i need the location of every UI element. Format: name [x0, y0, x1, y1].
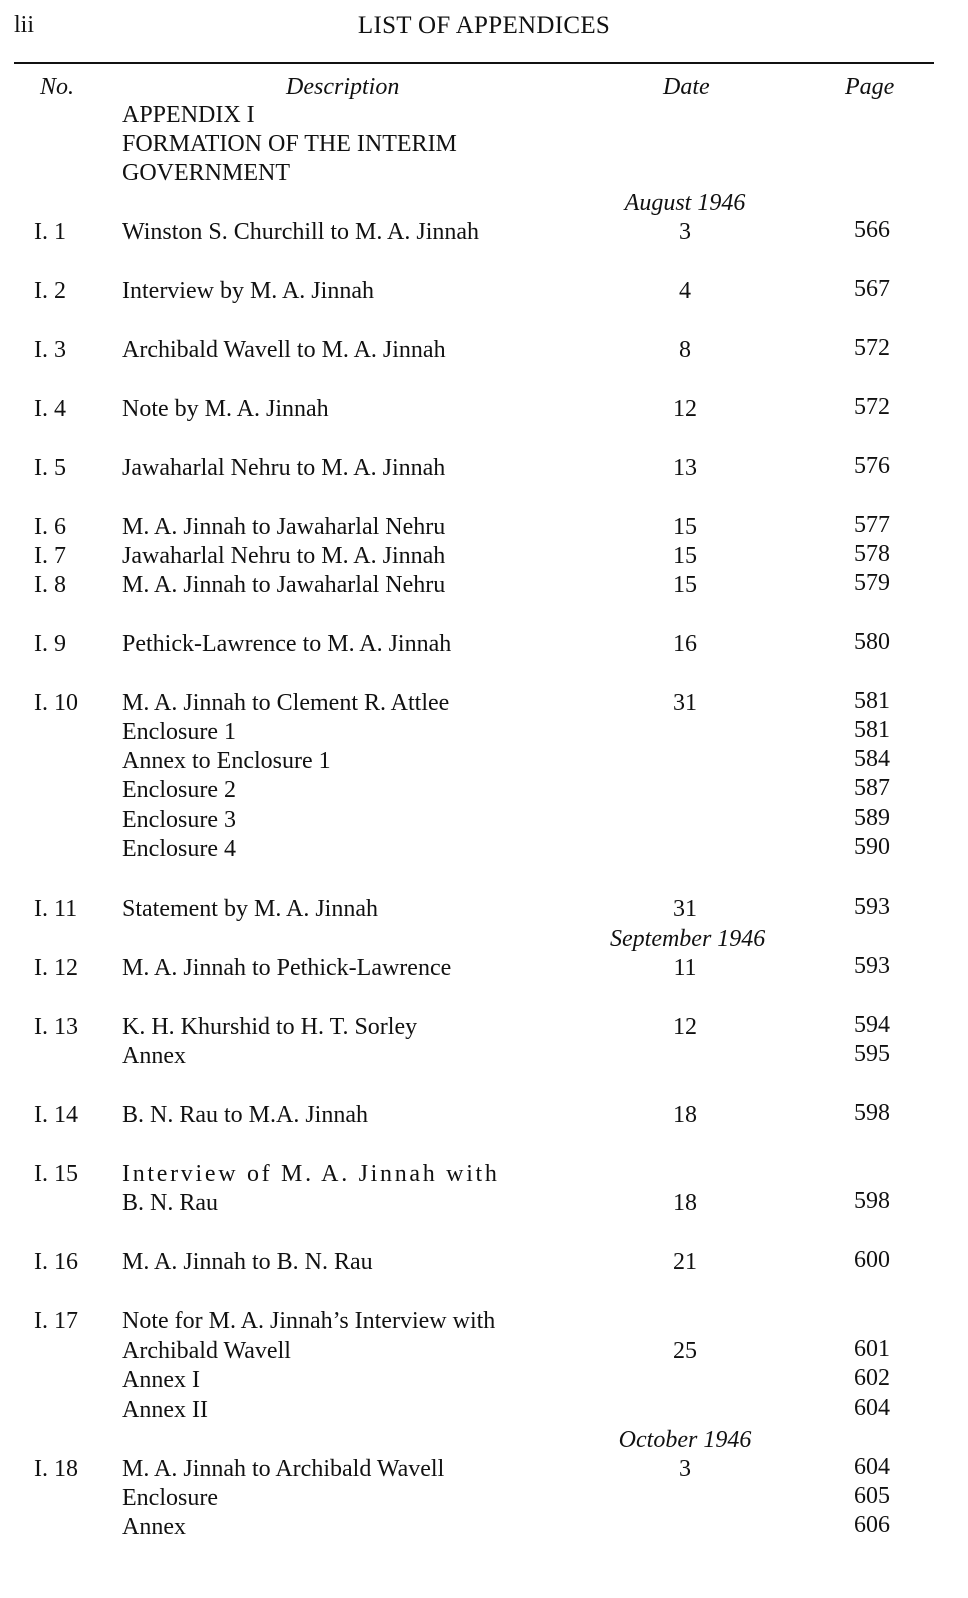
- entry-date: 31: [673, 896, 697, 922]
- entry-page: 601: [854, 1336, 890, 1362]
- header-rule: [14, 62, 934, 64]
- sub-entry-page: 581: [854, 717, 890, 743]
- entry-page: 567: [854, 276, 890, 302]
- sub-entry-page: 589: [854, 805, 890, 831]
- month-heading-september: September 1946: [610, 926, 766, 952]
- entry-description: B. N. Rau to M.A. Jinnah: [122, 1102, 368, 1128]
- entry-no: I. 2: [34, 278, 66, 304]
- sub-entry-description: Annex: [122, 1043, 186, 1069]
- sub-entry-description: Annex to Enclosure 1: [122, 748, 331, 774]
- entry-description: Interview by M. A. Jinnah: [122, 278, 374, 304]
- entry-date: 3: [679, 219, 691, 245]
- entry-page: 594: [854, 1012, 890, 1038]
- appendix-title: APPENDIX I: [122, 102, 255, 128]
- sub-entry-description: Enclosure 3: [122, 807, 236, 833]
- entry-date: 21: [673, 1249, 697, 1275]
- sub-entry-page: 595: [854, 1041, 890, 1067]
- entry-page: 593: [854, 953, 890, 979]
- entry-description: Note for M. A. Jinnah’s Interview with: [122, 1308, 496, 1334]
- entry-page: 578: [854, 541, 890, 567]
- entry-page: 604: [854, 1454, 890, 1480]
- sub-entry-page: 604: [854, 1395, 890, 1421]
- sub-entry-page: 584: [854, 746, 890, 772]
- entry-description: M. A. Jinnah to Archibald Wavell: [122, 1456, 445, 1482]
- month-heading-october: October 1946: [618, 1427, 752, 1453]
- entry-no: I. 16: [34, 1249, 78, 1275]
- entry-description: K. H. Khurshid to H. T. Sorley: [122, 1014, 418, 1040]
- sub-entry-page: 606: [854, 1512, 890, 1538]
- sub-entry-description: Annex I: [122, 1367, 200, 1393]
- column-header-date: Date: [663, 74, 710, 100]
- sub-entry-description: Enclosure 2: [122, 777, 236, 803]
- entry-description: Pethick-Lawrence to M. A. Jinnah: [122, 631, 452, 657]
- entry-page: 566: [854, 217, 890, 243]
- entry-date: 3: [679, 1456, 691, 1482]
- sub-entry-page: 590: [854, 834, 890, 860]
- entry-no: I. 18: [34, 1456, 78, 1482]
- entry-date: 16: [673, 631, 697, 657]
- entry-description: M. A. Jinnah to Clement R. Attlee: [122, 690, 450, 716]
- column-header-description: Description: [286, 74, 400, 100]
- entry-no: I. 14: [34, 1102, 78, 1128]
- sub-entry-description: Annex: [122, 1514, 186, 1540]
- entry-date: 15: [673, 514, 697, 540]
- entry-page: 598: [854, 1100, 890, 1126]
- sub-entry-description: Enclosure 4: [122, 836, 236, 862]
- entry-no: I. 8: [34, 572, 66, 598]
- entry-no: I. 15: [34, 1161, 78, 1187]
- entry-date: 31: [673, 690, 697, 716]
- entry-description-continued: Archibald Wavell: [122, 1338, 291, 1364]
- sub-entry-description: Enclosure 1: [122, 719, 236, 745]
- entry-description: Statement by M. A. Jinnah: [122, 896, 378, 922]
- entry-description: Note by M. A. Jinnah: [122, 396, 329, 422]
- entry-date: 15: [673, 543, 697, 569]
- sub-entry-page: 602: [854, 1365, 890, 1391]
- entry-no: I. 11: [34, 896, 78, 922]
- column-header-no: No.: [40, 74, 75, 100]
- entry-page: 577: [854, 512, 890, 538]
- entry-date: 25: [673, 1338, 697, 1364]
- page-number: lii: [14, 12, 35, 38]
- entry-page: 598: [854, 1188, 890, 1214]
- entry-page: 572: [854, 335, 890, 361]
- entry-date: 11: [673, 955, 697, 981]
- entry-description: Jawaharlal Nehru to M. A. Jinnah: [122, 455, 446, 481]
- sub-entry-page: 587: [854, 775, 890, 801]
- entry-description: Winston S. Churchill to M. A. Jinnah: [122, 219, 480, 245]
- entry-page: 580: [854, 629, 890, 655]
- entry-description: M. A. Jinnah to Jawaharlal Nehru: [122, 572, 446, 598]
- entry-description: M. A. Jinnah to Pethick-Lawrence: [122, 955, 452, 981]
- column-header-page: Page: [845, 74, 895, 100]
- entry-no: I. 6: [34, 514, 66, 540]
- entry-no: I. 13: [34, 1014, 78, 1040]
- entry-date: 13: [673, 455, 697, 481]
- entry-no: I. 1: [34, 219, 66, 245]
- entry-page: 576: [854, 453, 890, 479]
- entry-description: M. A. Jinnah to B. N. Rau: [122, 1249, 373, 1275]
- entry-page: 581: [854, 688, 890, 714]
- entry-description: Jawaharlal Nehru to M. A. Jinnah: [122, 543, 446, 569]
- month-heading-august: August 1946: [624, 190, 746, 216]
- entry-description: Archibald Wavell to M. A. Jinnah: [122, 337, 446, 363]
- entry-no: I. 7: [34, 543, 66, 569]
- entry-no: I. 17: [34, 1308, 78, 1334]
- entry-no: I. 3: [34, 337, 66, 363]
- appendix-subtitle: GOVERNMENT: [122, 160, 290, 186]
- entry-date: 18: [673, 1102, 697, 1128]
- entry-date: 8: [679, 337, 691, 363]
- entry-date: 15: [673, 572, 697, 598]
- entry-date: 18: [673, 1190, 697, 1216]
- sub-entry-page: 605: [854, 1483, 890, 1509]
- appendix-subtitle: FORMATION OF THE INTERIM: [122, 131, 457, 157]
- entry-page: 600: [854, 1247, 890, 1273]
- entry-date: 12: [673, 1014, 697, 1040]
- entry-description: M. A. Jinnah to Jawaharlal Nehru: [122, 514, 446, 540]
- entry-date: 4: [679, 278, 691, 304]
- entry-page: 579: [854, 570, 890, 596]
- entry-description: Interview of M. A. Jinnah with: [122, 1161, 500, 1187]
- running-head: LIST OF APPENDICES: [357, 12, 611, 39]
- entry-page: 593: [854, 894, 890, 920]
- sub-entry-description: Annex II: [122, 1397, 208, 1423]
- entry-no: I. 10: [34, 690, 78, 716]
- entry-no: I. 9: [34, 631, 66, 657]
- sub-entry-description: Enclosure: [122, 1485, 218, 1511]
- entry-no: I. 4: [34, 396, 66, 422]
- entry-no: I. 5: [34, 455, 66, 481]
- entry-description-continued: B. N. Rau: [122, 1190, 218, 1216]
- entry-no: I. 12: [34, 955, 78, 981]
- entry-date: 12: [673, 396, 697, 422]
- entry-page: 572: [854, 394, 890, 420]
